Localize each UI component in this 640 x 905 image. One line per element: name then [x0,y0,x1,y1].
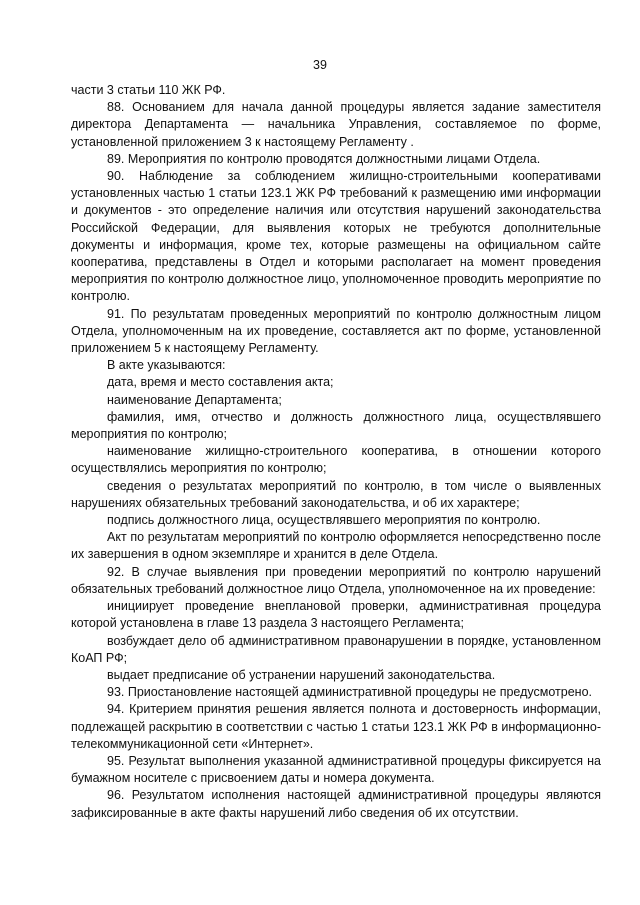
paragraph-95: 95. Результат выполнения указанной административной процедуры фиксируется на бумажном носителе с присвоением даты и номера документа. [71,753,601,786]
page-number: 39 [313,58,327,72]
paragraph-91: 91. По результатам проведенных мероприятий по контролю должностным лицом Отдела, уполномоченным на их проведение, составляется акт по форме, установленной приложением 5 к настоящему Регламенту. [71,306,601,356]
act-item-department: наименование Департамента; [107,392,282,407]
action-order: выдает предписание об устранении нарушений законодательства. [107,667,496,682]
act-item-results: сведения о результатах мероприятий по контролю, в том числе о выявленных нарушениях обязательных требований законодательства, и об их характере; [71,478,601,510]
paragraph-94: 94. Критерием принятия решения является полнота и достоверность информации, подлежащей раскрытию в соответствии с частью 1 статьи 123.1 ЖК РФ в информационно-телекоммуникационной сети «Интернет». [71,702,601,751]
act-item-cooperative: наименование жилищно-строительного кооператива, в отношении которого осуществлялись мероприятия по контролю; [71,444,601,476]
paragraph-continuation: части 3 статьи 110 ЖК РФ. [71,83,226,97]
paragraph-90: 90. Наблюдение за соблюдением жилищно-строительными кооперативами установленных частью 1 статьи 123.1 ЖК РФ требований к размещению ими информации и документов - это определение наличия или отсутствия нарушений законодательства Российской Федерации, для выявления которых не требуются дополнительные документы и информация, кроме тех, которые размещены на официальном сайте кооператива, представлены в Отдел и которыми располагает на момент проведения мероприятия по контролю должностное лицо, уполномоченное проводить мероприятие по контролю. [71,169,601,304]
document-body [71,82,601,822]
paragraph-93: 93. Приостановление настоящей административной процедуры не предусмотрено. [107,685,592,700]
paragraph-96: 96. Результатом исполнения настоящей административной процедуры являются зафиксированные в акте факты нарушений либо сведения об их отсутствии. [71,788,601,820]
action-inspection: инициирует проведение внеплановой проверки, административная процедура которой установлена в главе 13 раздела 3 настоящего Регламента; [71,599,601,631]
action-violation-case: возбуждает дело об административном правонарушении в порядке, установленном КоАП РФ; [71,633,601,665]
act-contents-intro: В акте указываются: [107,358,226,373]
act-item-signature: подпись должностного лица, осуществлявшего мероприятия по контролю. [107,513,541,528]
act-item-date: дата, время и место составления акта; [107,375,334,390]
act-item-official: фамилия, имя, отчество и должность должностного лица, осуществлявшего мероприятия по контролю; [71,409,601,442]
paragraph-88: 88. Основанием для начала данной процедуры является задание заместителя директора Департамента — начальника Управления, составляемое по форме, установленной приложением 3 к настоящему Регламенту . [71,100,601,149]
act-storage-paragraph: Акт по результатам мероприятий по контролю оформляется непосредственно после их завершения в одном экземпляре и хранится в деле Отдела. [71,530,601,562]
paragraph-89: 89. Мероприятия по контролю проводятся должностными лицами Отдела. [107,151,541,166]
paragraph-92: 92. В случае выявления при проведении мероприятий по контролю нарушений обязательных требований должностное лицо Отдела, уполномоченное на их проведение: [71,564,601,596]
